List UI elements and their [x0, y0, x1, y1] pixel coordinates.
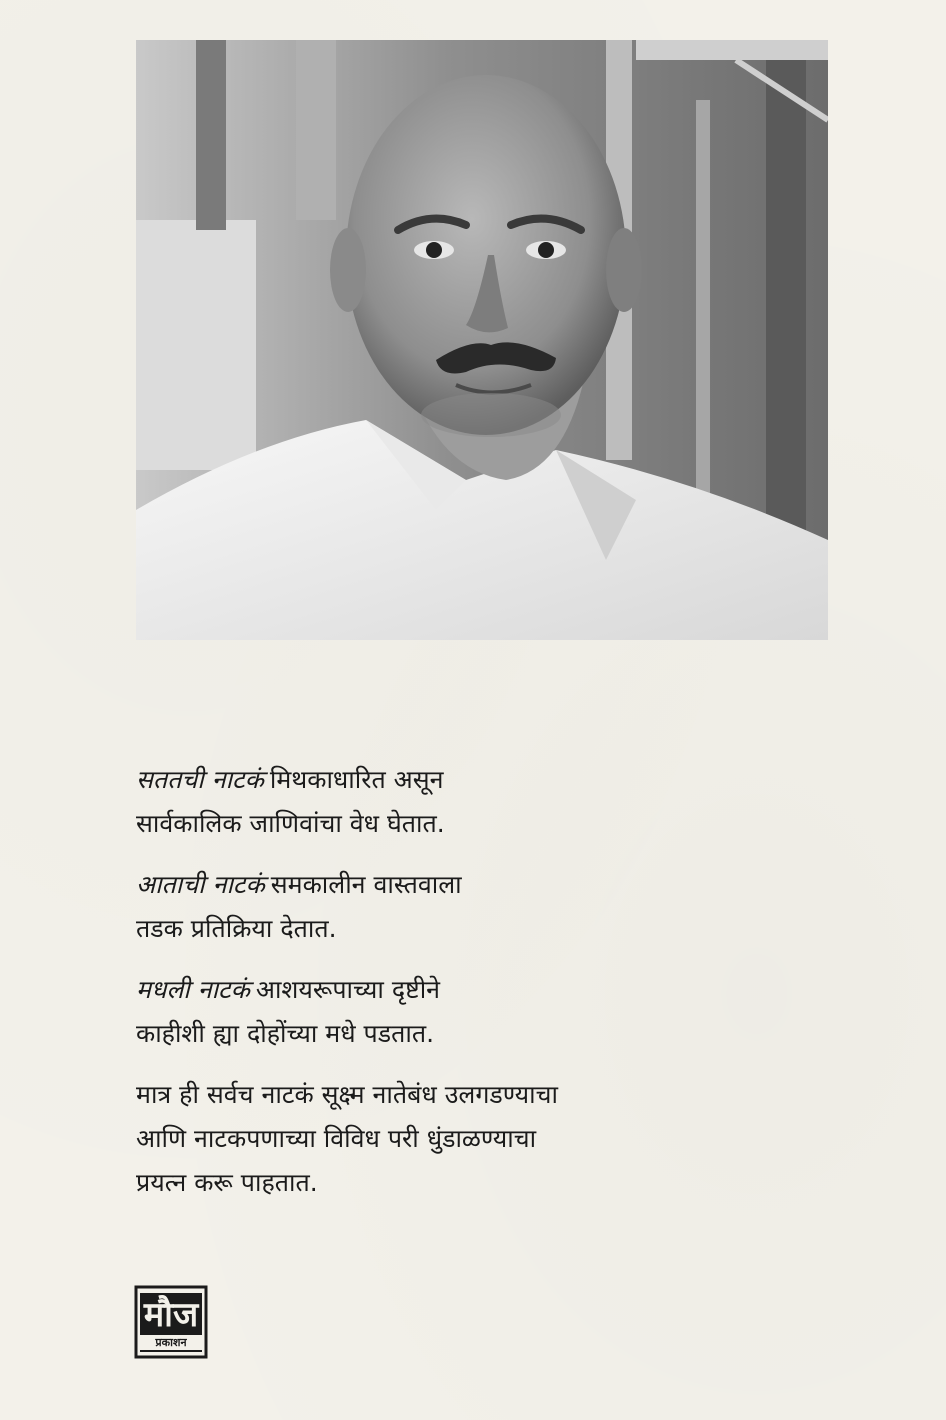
publisher-logo-mark: मौज — [143, 1295, 199, 1335]
publisher-logo-caption: प्रकाशन — [155, 1336, 187, 1349]
blurb-line: तडक प्रतिक्रिया देतात. — [136, 914, 337, 943]
line-text: आशयरूपाच्या दृष्टीने — [255, 975, 441, 1004]
blurb-line — [136, 968, 776, 1012]
blurb-line: सार्वकालिक जाणिवांचा वेध घेतात. — [136, 809, 445, 838]
author-photo — [136, 40, 828, 640]
blurb-line — [136, 758, 776, 802]
blurb-line — [136, 863, 776, 907]
series-title-sataatchi: सततची नाटकं — [136, 765, 264, 794]
blurb-text — [136, 758, 776, 1205]
series-title-aatachi: आताची नाटकं — [136, 870, 265, 899]
publisher-logo — [134, 1285, 208, 1359]
blurb-line: प्रयत्न करू पाहतात. — [136, 1168, 318, 1197]
blurb-paragraph-2 — [136, 863, 776, 951]
blurb-line: आणि नाटकपणाच्या विविध परी धुंडाळण्याचा — [136, 1124, 537, 1153]
blurb-paragraph-1 — [136, 758, 776, 846]
blurb-paragraph-3 — [136, 968, 776, 1056]
blurb-line: काहीशी ह्या दोहोंच्या मधे पडतात. — [136, 1019, 435, 1048]
blurb-paragraph-4 — [136, 1073, 776, 1205]
line-text: मिथकाधारित असून — [269, 765, 444, 794]
line-text: समकालीन वास्तवाला — [270, 870, 462, 899]
blurb-line: मात्र ही सर्वच नाटकं सूक्ष्म नातेबंध उलगडण्याचा — [136, 1080, 559, 1109]
series-title-madhli: मधली नाटकं — [136, 975, 250, 1004]
